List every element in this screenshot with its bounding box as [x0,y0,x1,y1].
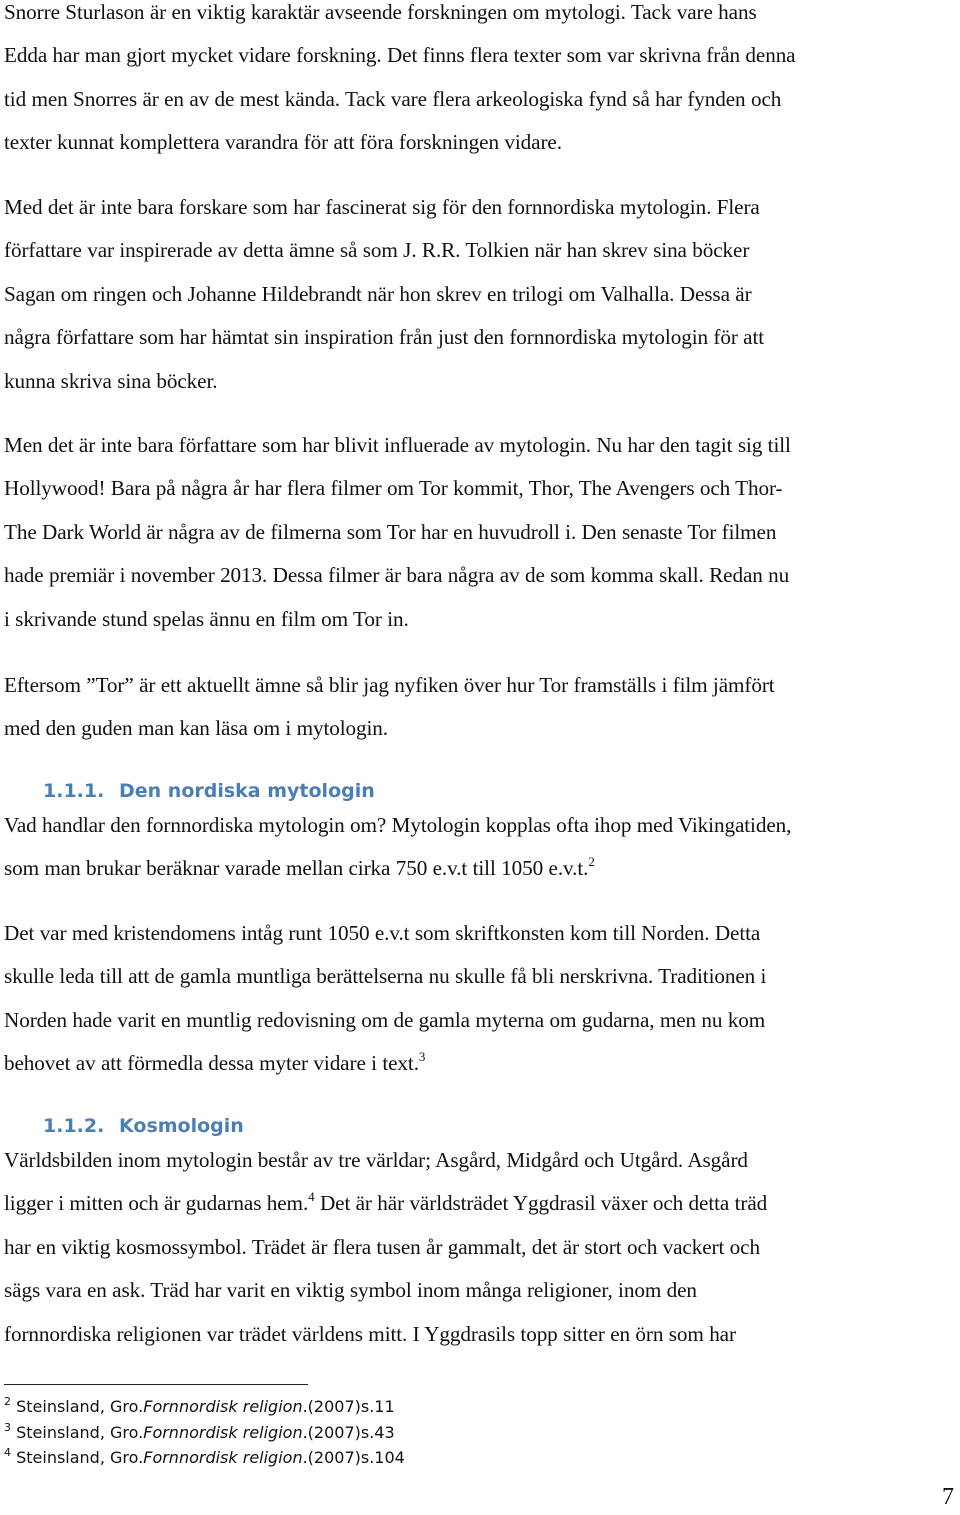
text-line: fornnordiska religionen var trädet världens mitt. I Yggdrasils topp sitter en örn som har [4,1321,736,1346]
text-line [4,1042,956,1085]
footnote-author: Steinsland, Gro. [16,1448,144,1467]
section-title: Kosmologin [119,1115,244,1137]
footnotes [4,1394,405,1471]
text-line: Edda har man gjort mycket vidare forskning. Det finns flera texter som var skrivna från denna [4,43,796,68]
text-line: Världsbilden inom mytologin består av tre världar; Asgård, Midgård och Utgård. Asgård [4,1148,748,1172]
text-line: med den guden man kan läsa om i mytologin. [4,716,388,741]
page-number: 7 [942,1484,954,1510]
text-line: Sagan om ringen och Johanne Hildebrandt när hon skrev en trilogi om Valhalla. Dessa är [4,281,752,306]
text-line: sägs vara en ask. Träd har varit en viktig symbol inom många religioner, inom den [4,1278,697,1303]
text-line: hade premiär i november 2013. Dessa filmer är bara några av de som komma skall. Redan nu [4,563,790,588]
text-line: Med det är inte bara forskare som har fascinerat sig för den fornnordiska mytologin. Flera [4,195,760,219]
paragraph-eftersom [4,664,956,751]
text-segment: behovet av att förmedla dessa myter vidare i text. [4,1051,419,1076]
footnote [4,1394,405,1420]
text-line: kunna skriva sina böcker. [4,368,218,393]
text-line: skulle leda till att de gamla muntliga berättelserna nu skulle få bli nerskrivna. Traditionen i [4,964,767,989]
text-line: några författare som har hämtat sin inspiration från just den fornnordiska mytologin för att [4,325,765,350]
text-line: författare var inspirerade av detta ämne så som J. R.R. Tolkien när han skrev sina böcker [4,238,750,263]
footnote-number: 4 [4,1446,11,1459]
text-line: Eftersom ”Tor” är ett aktuellt ämne så blir jag nyfiken över hur Tor framställs i film jämfört [4,673,775,697]
paragraph-kosmologin [4,1139,956,1356]
text-line: The Dark World är några av de filmerna som Tor har en huvudroll i. Den senaste Tor filmen [4,519,777,544]
text-line: i skrivande stund spelas ännu en film om Tor in. [4,606,409,631]
section-title: Den nordiska mytologin [119,780,375,802]
footnote-number: 3 [4,1420,11,1434]
text-line: texter kunnat komplettera varandra för att föra forskningen vidare. [4,130,562,155]
text-line [4,1182,956,1225]
text-line: Vad handlar den fornnordiska mytologin om? Mytologin kopplas ofta ihop med Vikingatiden, [4,813,792,837]
footnote-author: Steinsland, Gro. [16,1397,144,1416]
footnote-title: Fornnordisk religion [143,1397,303,1416]
footnote [4,1420,405,1446]
paragraph-vikingatiden [4,804,956,891]
section-number: 1.1.2. [43,1115,105,1137]
text-line: Det var med kristendomens intåg runt 1050 e.v.t som skriftkonsten kom till Norden. Detta [4,921,761,945]
footnote-title: Fornnordisk religion [143,1422,303,1442]
text-line: har en viktig kosmossymbol. Trädet är flera tusen år gammalt, det är stort och vackert och [4,1234,760,1259]
text-line: Snorre Sturlason är en viktig karaktär avseende forskningen om mytologi. Tack vare hans [4,0,757,24]
text-line: Norden hade varit en muntlig redovisning om de gamla myterna om gudarna, men nu kom [4,1007,766,1032]
paragraph-snorre [4,0,956,165]
footnote [4,1445,405,1471]
footnote-ref: 2 [588,854,595,870]
text-line: Men det är inte bara författare som har blivit influerade av mytologin. Nu har den tagit sig till [4,433,791,457]
footnote-separator [4,1384,308,1385]
footnote-author: Steinsland, Gro. [16,1422,144,1442]
section-heading [43,1115,244,1137]
footnote-ref: 4 [308,1189,315,1205]
paragraph-kristendomen [4,912,956,1086]
footnote-rest: .(2007)s.11 [302,1397,395,1416]
footnote-ref: 3 [418,1049,426,1065]
text-line: Hollywood! Bara på några år har flera filmer om Tor kommit, Thor, The Avengers och Thor- [4,476,783,501]
paragraph-hollywood [4,424,956,641]
footnote-rest: .(2007)s.104 [302,1448,405,1467]
text-segment: ligger i mitten och är gudarnas hem. [4,1191,309,1216]
section-number: 1.1.1. [43,780,105,802]
footnote-title: Fornnordisk religion [143,1448,303,1467]
text-segment: som man brukar beräknar varade mellan cirka 750 e.v.t till 1050 e.v.t. [4,856,589,881]
paragraph-authors [4,186,956,403]
text-line: tid men Snorres är en av de mest kända. Tack vare flera arkeologiska fynd så har fynden och [4,86,782,111]
footnote-rest: .(2007)s.43 [302,1422,395,1442]
text-segment: Det är här världsträdet Yggdrasil växer och detta träd [314,1191,768,1216]
section-heading [43,780,375,802]
text-line [4,847,956,890]
footnote-number: 2 [4,1395,11,1408]
